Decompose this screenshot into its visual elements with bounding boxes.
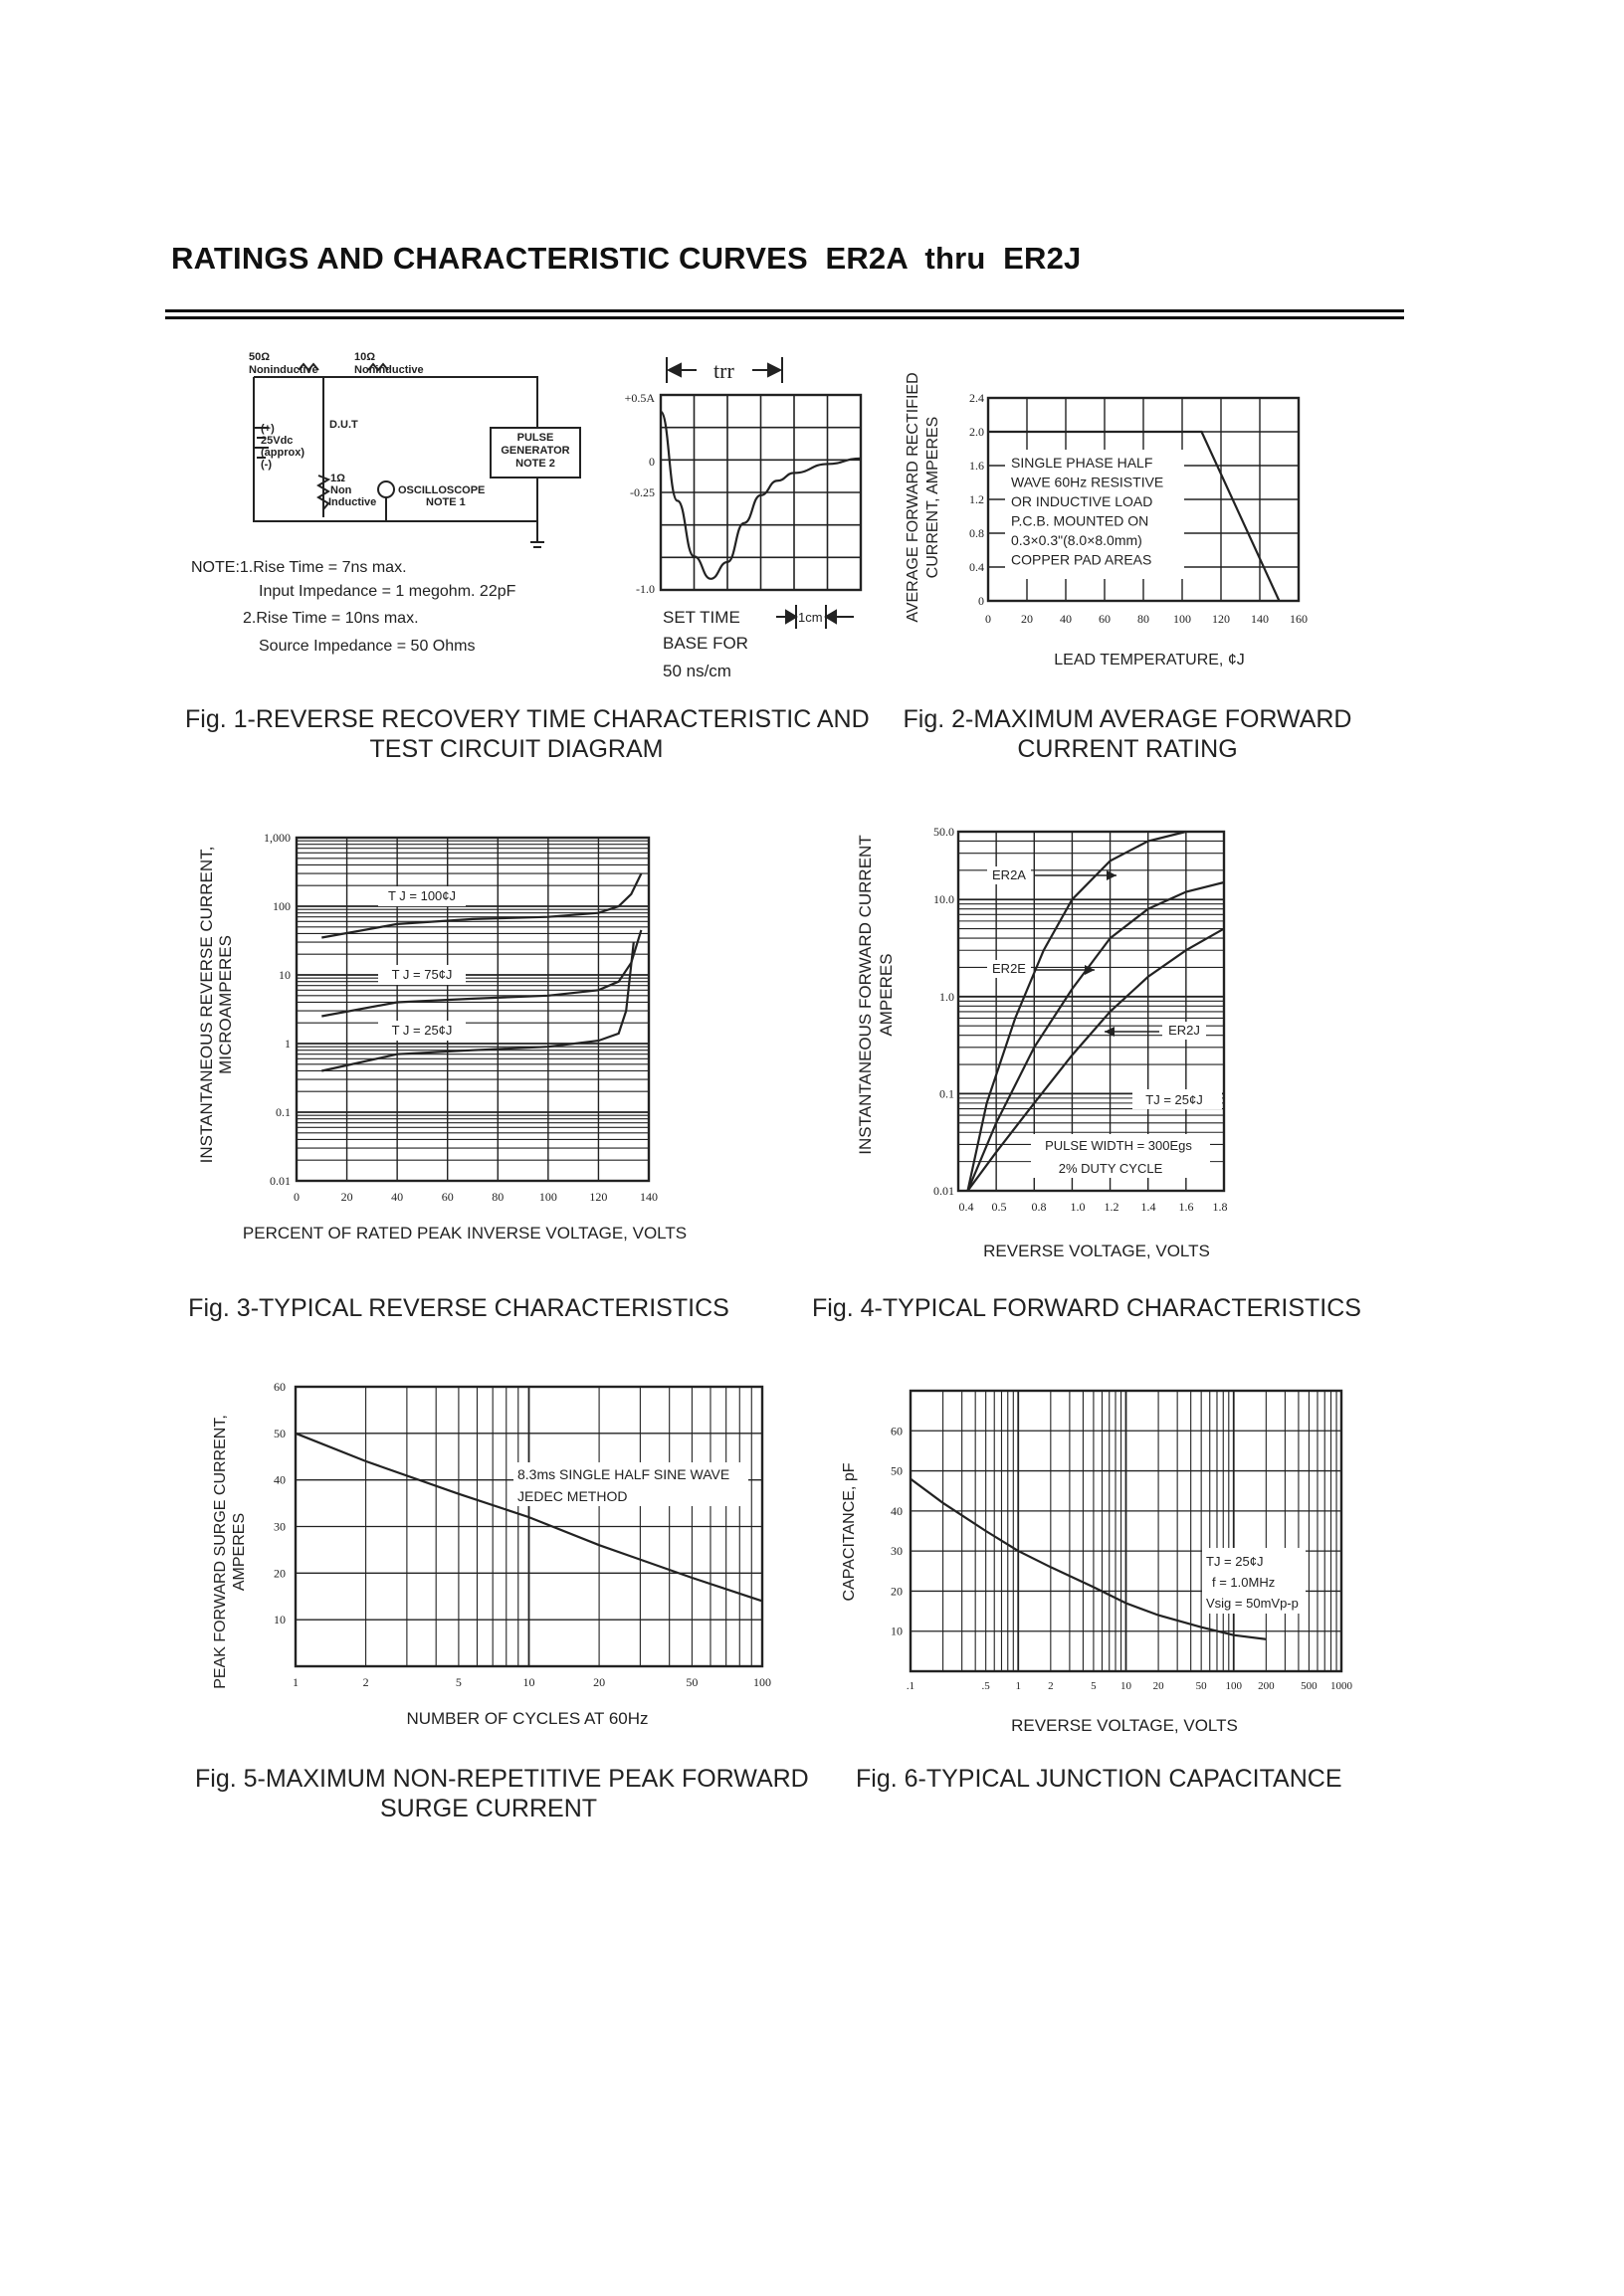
fig6-x-tick: 100: [1225, 1680, 1242, 1692]
fig6-y-tick: 30: [891, 1544, 903, 1559]
fig4-caption: [808, 1293, 1365, 1323]
fig2-annotation-line: P.C.B. MOUNTED ON: [1011, 512, 1149, 529]
fig2-y-tick: 0.4: [969, 560, 984, 574]
trr-y-tick: -0.25: [630, 485, 655, 499]
fig6-x-tick: 1000: [1330, 1680, 1352, 1692]
fig6-grid: [911, 1391, 1341, 1671]
note-1: NOTE:1.Rise Time = 7ns max.: [191, 559, 407, 576]
fig3-y-tick: 1,000: [264, 831, 291, 845]
r10-label: 10Ω: [354, 351, 376, 363]
fig3-y-tick: 0.1: [276, 1105, 291, 1119]
fig4-ylabel-1: INSTANTANEOUS FORWARD CURRENT: [856, 835, 875, 1155]
fig4-y-tick: 0.1: [939, 1086, 954, 1101]
fig3-series-label: T J = 25¢J: [391, 1023, 453, 1038]
minus-label: (-): [261, 459, 272, 471]
fig3-x-tick: 0: [294, 1190, 300, 1204]
fig3-chart: [197, 831, 687, 1243]
fig3-caption-line1: Fig. 3-TYPICAL REVERSE CHARACTERISTICS: [188, 1294, 729, 1322]
fig4-chart: [856, 825, 1228, 1260]
fig5-x-tick: 10: [522, 1675, 535, 1689]
base-for-label: BASE FOR: [663, 634, 748, 653]
fig5-annotation-line: JEDEC METHOD: [517, 1488, 628, 1504]
cm-label: 1cm: [798, 610, 823, 625]
fig4-label-arrowhead: [1107, 870, 1116, 880]
fig4-x-tick: 1.4: [1140, 1200, 1156, 1214]
fig5-grid: [296, 1387, 762, 1666]
trr-arrowhead-right: [768, 364, 780, 376]
rate-label: 50 ns/cm: [663, 662, 731, 680]
fig6-y-tick: 60: [891, 1424, 903, 1438]
fig1-caption-line1: Fig. 1-REVERSE RECOVERY TIME CHARACTERISTIC AND: [185, 705, 870, 733]
fig6-x-tick: 10: [1120, 1680, 1131, 1692]
fig6-x-tick: 1: [1015, 1680, 1021, 1692]
fig3-x-tick: 60: [441, 1190, 454, 1204]
fig3-x-tick: 20: [340, 1190, 353, 1204]
note-2b: Source Impedance = 50 Ohms: [259, 638, 476, 655]
fig4-caption-line1: Fig. 4-TYPICAL FORWARD CHARACTERISTICS: [812, 1294, 1361, 1322]
fig6-caption-line1: Fig. 6-TYPICAL JUNCTION CAPACITANCE: [856, 1765, 1342, 1793]
fig4-series-label: ER2A: [992, 867, 1026, 882]
fig3-x-tick: 40: [391, 1190, 404, 1204]
fig6-annotation-line: TJ = 25¢J: [1206, 1554, 1264, 1569]
fig3-caption: [185, 1293, 732, 1323]
r1-inductive-label: Inductive: [328, 496, 377, 508]
fig5-x-tick: 50: [686, 1675, 699, 1689]
fig6-y-tick: 10: [891, 1624, 903, 1638]
oscilloscope-label: OSCILLOSCOPE: [398, 484, 486, 496]
fig6-ylabel: CAPACITANCE, pF: [841, 1462, 858, 1602]
fig2-annotation-line: WAVE 60Hz RESISTIVE: [1011, 474, 1164, 490]
fig6-y-tick: 50: [891, 1463, 903, 1478]
fig4-annotation: PULSE WIDTH = 300Egs: [1045, 1138, 1192, 1153]
fig4-annotation: 2% DUTY CYCLE: [1058, 1161, 1163, 1176]
note-2: 2.Rise Time = 10ns max.: [243, 610, 419, 627]
fig2-x-tick: 20: [1021, 612, 1033, 626]
fig6-x-tick: 50: [1195, 1680, 1207, 1692]
v25-label: 25Vdc: [261, 435, 294, 447]
fig4-y-tick: 50.0: [933, 825, 954, 839]
fig5-y-tick: 30: [274, 1519, 286, 1534]
fig5-annotation-line: 8.3ms SINGLE HALF SINE WAVE: [517, 1466, 730, 1482]
trr-arrowhead-left: [669, 364, 681, 376]
fig4-y-tick: 0.01: [933, 1184, 954, 1198]
fig2-y-tick: 0: [978, 594, 984, 608]
fig4-x-tick: 0.4: [958, 1200, 974, 1214]
fig6-x-tick: 2: [1048, 1680, 1054, 1692]
fig2-x-tick: 160: [1290, 612, 1308, 626]
fig5-y-tick: 20: [274, 1566, 286, 1581]
fig2-y-tick: 2.4: [969, 391, 984, 405]
fig5-y-tick: 40: [274, 1472, 286, 1487]
trr-y-tick: 0: [649, 455, 655, 469]
fig2-x-tick: 100: [1173, 612, 1191, 626]
fig3-curves: [321, 873, 641, 1070]
fig3-ylabel-1: INSTANTANEOUS REVERSE CURRENT,: [197, 846, 216, 1164]
fig5-y-tick: 10: [274, 1613, 286, 1627]
oscilloscope-note-label: NOTE 1: [426, 496, 466, 508]
fig2-x-tick: 80: [1137, 612, 1149, 626]
pulse-label: PULSE: [516, 432, 554, 444]
fig2-x-tick: 40: [1060, 612, 1072, 626]
fig3-x-tick: 80: [492, 1190, 505, 1204]
fig6-x-tick: 20: [1152, 1680, 1164, 1692]
fig5-ylabel-1: PEAK FORWARD SURGE CURRENT,: [212, 1415, 229, 1689]
fig2-xlabel: LEAD TEMPERATURE, ¢J: [1054, 652, 1245, 669]
fig4-series-label: ER2J: [1168, 1023, 1200, 1038]
fig3-ylabel-2: MICROAMPERES: [216, 935, 235, 1074]
fig6-annotation-line: Vsig = 50mVp-p: [1206, 1596, 1299, 1611]
trr-y-tick: +0.5A: [624, 391, 655, 405]
fig2-caption: [896, 704, 1359, 764]
fig6-caption: [856, 1764, 1342, 1794]
fig6-x-tick: 500: [1301, 1680, 1318, 1692]
fig2-ylabel-2: CURRENT, AMPERES: [924, 416, 941, 579]
r1-non-label: Non: [330, 484, 352, 496]
fig5-x-tick: 5: [455, 1675, 462, 1689]
fig5-y-tick: 50: [274, 1426, 286, 1440]
fig5-x-tick: 20: [593, 1675, 606, 1689]
trr-label: trr: [713, 358, 734, 383]
trr-waveform-chart: [625, 357, 861, 680]
fig2-annotation-line: 0.3×0.3"(8.0×8.0mm): [1011, 532, 1142, 548]
fig2-caption-line2: CURRENT RATING: [1017, 735, 1238, 763]
fig3-xlabel: PERCENT OF RATED PEAK INVERSE VOLTAGE, VOLTS: [242, 1224, 688, 1243]
generator-label: GENERATOR: [501, 445, 570, 457]
dut-label: D.U.T: [329, 419, 358, 431]
fig2-y-tick: 2.0: [969, 425, 984, 439]
trr-y-ticks: [625, 391, 656, 596]
fig4-x-tick: 1.8: [1212, 1200, 1228, 1214]
page-title: RATINGS AND CHARACTERISTIC CURVES ER2A thru ER2J: [171, 241, 1082, 276]
fig5-caption: [195, 1764, 809, 1823]
fig2-x-tick: 120: [1212, 612, 1230, 626]
plot-frame: [297, 838, 649, 1181]
fig2-x-tick: 0: [985, 612, 991, 626]
circuit-notes: [191, 559, 516, 655]
fig6-xlabel: REVERSE VOLTAGE, VOLTS: [1011, 1716, 1238, 1735]
fig4-annotation: TJ = 25¢J: [1145, 1092, 1203, 1107]
fig4-y-tick: 1.0: [939, 989, 954, 1004]
fig4-ylabel-2: AMPERES: [877, 953, 896, 1037]
fig3-series-label: T J = 100¢J: [387, 888, 457, 903]
fig5-x-tick: 2: [362, 1675, 369, 1689]
fig6-x-tick: 200: [1258, 1680, 1275, 1692]
fig3-x-tick: 120: [589, 1190, 608, 1204]
fig2-annotation-line: COPPER PAD AREAS: [1011, 551, 1152, 568]
fig2-ylabel-1: AVERAGE FORWARD RECTIFIED: [905, 372, 921, 623]
fig4-series-label: ER2E: [992, 961, 1026, 976]
fig5-ylabel-2: AMPERES: [231, 1512, 248, 1592]
fig3-y-tick: 0.01: [270, 1174, 291, 1188]
r50-sub-label: Noninductive: [249, 364, 318, 376]
fig1-caption-line2: TEST CIRCUIT DIAGRAM: [369, 735, 664, 763]
fig2-y-tick: 1.6: [969, 459, 984, 473]
plus-label: (+): [261, 423, 275, 435]
fig5-y-tick: 60: [274, 1380, 286, 1394]
fig3-x-tick: 100: [538, 1190, 557, 1204]
fig6-x-tick: 5: [1091, 1680, 1097, 1692]
fig2-caption-line1: Fig. 2-MAXIMUM AVERAGE FORWARD: [903, 705, 1352, 733]
fig3-series-label: T J = 75¢J: [391, 967, 453, 982]
fig6-x-tick: .1: [906, 1680, 915, 1692]
fig1-caption: [185, 704, 870, 764]
fig4-x-tick: 1.0: [1070, 1200, 1086, 1214]
fig5-caption-line1: Fig. 5-MAXIMUM NON-REPETITIVE PEAK FORWARD: [195, 1765, 809, 1793]
fig3-x-tick: 140: [640, 1190, 658, 1204]
trr-grid: [661, 395, 861, 590]
fig2-y-tick: 0.8: [969, 526, 984, 540]
fig3-grid: [297, 838, 649, 1181]
oscilloscope-symbol: [378, 481, 394, 497]
circuit-wire-top: [254, 377, 537, 428]
fig6-chart: [841, 1391, 1353, 1735]
set-time-label: SET TIME: [663, 608, 740, 627]
r1-label: 1Ω: [330, 473, 345, 484]
note-1b: Input Impedance = 1 megohm. 22pF: [259, 583, 516, 600]
fig3-y-tick: 10: [279, 968, 291, 982]
fig6-x-tick: .5: [981, 1680, 990, 1692]
trr-y-tick: -1.0: [636, 582, 655, 596]
fig2-annotation-line: SINGLE PHASE HALF: [1011, 455, 1153, 471]
approx-label: (approx): [261, 447, 304, 459]
generator-note-label: NOTE 2: [515, 458, 555, 470]
fig4-x-tick: 1.6: [1178, 1200, 1194, 1214]
r50-label: 50Ω: [249, 351, 271, 363]
fig3-series-line: [321, 930, 641, 1017]
fig2-annotation-line: OR INDUCTIVE LOAD: [1011, 493, 1153, 509]
fig4-x-tick: 0.5: [991, 1200, 1007, 1214]
fig5-chart: [212, 1380, 771, 1728]
r10-sub-label: Noninductive: [354, 364, 424, 376]
fig4-x-tick: 0.8: [1031, 1200, 1047, 1214]
fig4-x-tick: 1.2: [1104, 1200, 1119, 1214]
fig6-y-tick: 20: [891, 1584, 903, 1599]
fig5-x-tick: 1: [293, 1675, 299, 1689]
fig2-chart: [905, 372, 1308, 669]
fig4-y-tick: 10.0: [933, 892, 954, 907]
fig6-y-tick: 40: [891, 1503, 903, 1518]
fig5-x-tick: 100: [753, 1675, 771, 1689]
fig2-y-tick: 1.2: [969, 492, 984, 506]
fig2-x-tick: 140: [1251, 612, 1269, 626]
fig3-y-tick: 100: [273, 899, 291, 913]
fig5-xlabel: NUMBER OF CYCLES AT 60Hz: [406, 1709, 649, 1728]
fig5-caption-line2: SURGE CURRENT: [379, 1795, 598, 1822]
fig6-annotation-line: f = 1.0MHz: [1212, 1575, 1276, 1590]
fig2-x-tick: 60: [1099, 612, 1111, 626]
fig4-xlabel: REVERSE VOLTAGE, VOLTS: [983, 1242, 1210, 1260]
fig3-y-tick: 1: [285, 1037, 291, 1051]
fig5-ticks: [274, 1380, 771, 1689]
